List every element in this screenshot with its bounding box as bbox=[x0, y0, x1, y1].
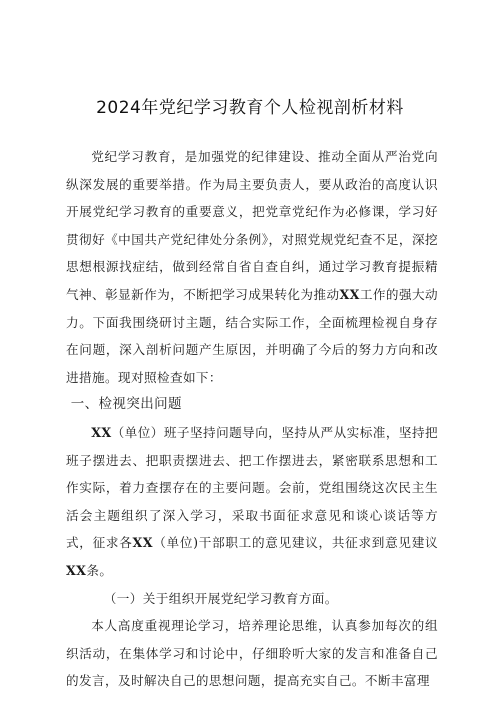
intro-paragraph: 党纪学习教育，是加强党的纪律建设、推动全面从严治党向纵深发展的重要举措。作为局主要负责人，要从政治的高度认识开展党纪学习教育的重要意义，把党章党纪作为必修课，学习好贯彻好《中国共产党纪律处分条例》，对照党规党纪查不足，深挖思想根源找症结，做到经常自省自查自纠，通过学习教育提振精气神、彰显新作为，不断把学习成果转化为推动XX工作的强大动力。下面我围绕研讨主题，结合实际工作，全面梳理检视自身存在问题，深入剖析问题产生原因，并明确了今后的努力方向和改进措施。现对照检查如下： bbox=[66, 149, 439, 385]
subsection-heading-1: （一）关于组织开展党纪学习教育方面。 bbox=[103, 590, 338, 606]
section-heading-1: 一、检视突出问题 bbox=[70, 396, 182, 413]
subsection-1-paragraph: 本人高度重视理论学习，培养理论思维，认真参加每次的组织活动，在集体学习和讨论中，仔细聆听大家的发言和准备自己的发言，及时解决自己的思想问题，提高充实自己。不断丰富理 bbox=[66, 618, 438, 689]
document-title: 2024年党纪学习教育个人检视剖析材料 bbox=[96, 98, 404, 118]
document-body bbox=[66, 143, 438, 695]
section-1-paragraph: XX（单位）班子坚持问题导向，坚持从严从实标准，坚持把班子摆进去、把职责摆进去、把工作摆进去，紧密联系思想和工作实际，着力查摆存在的主要问题。会前，党组围绕这次民主生活会主题组织了深入学习，采取书面征求意见和谈心谈话等方式，征求各XX（单位)干部职工的意见建议，共征求到意见建议XX条。 bbox=[66, 424, 438, 578]
